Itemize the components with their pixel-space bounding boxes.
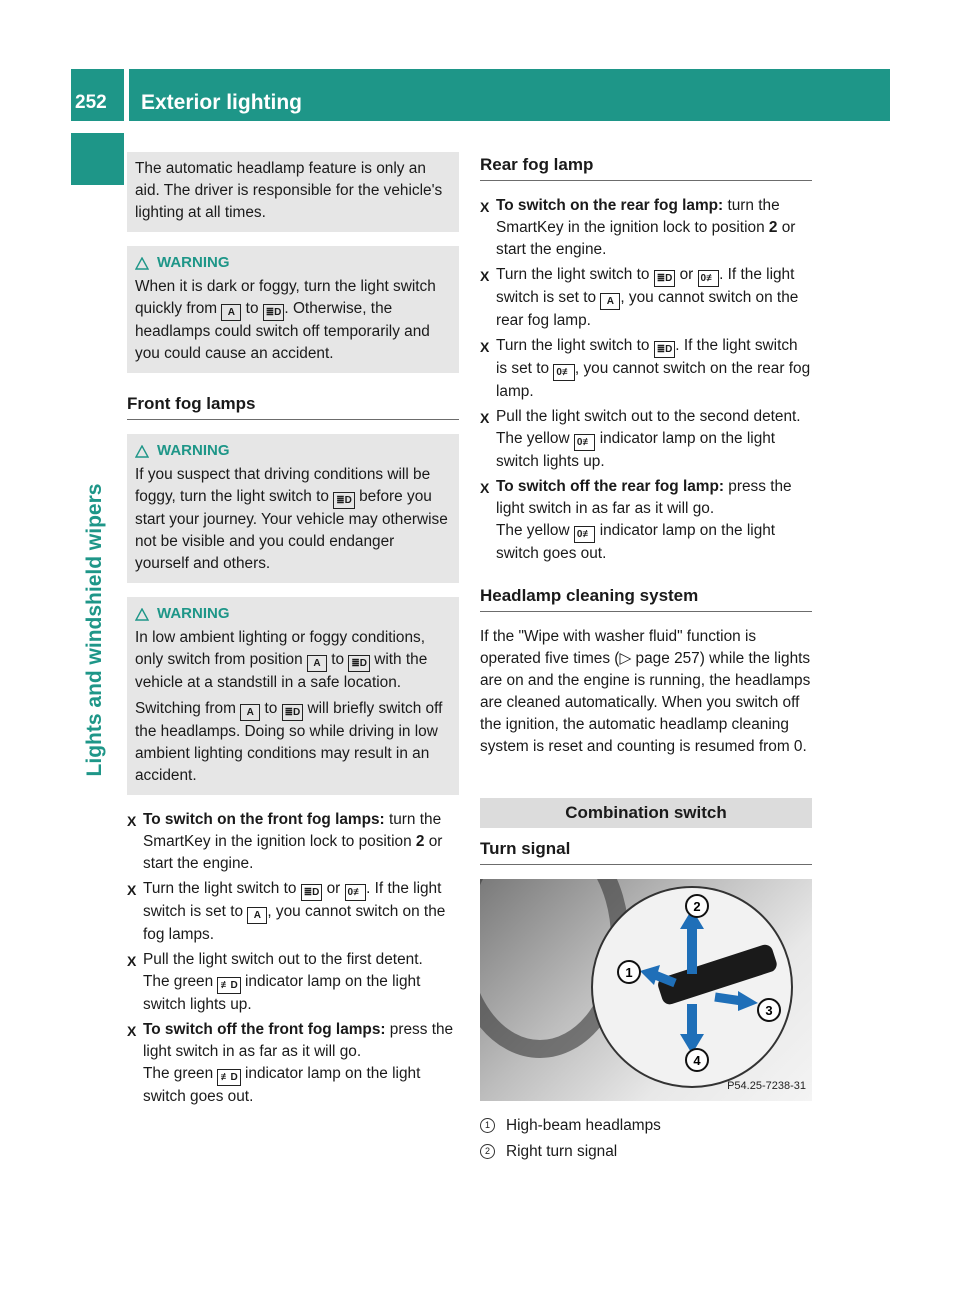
legend-number-icon: 2 <box>480 1144 495 1159</box>
callout-4-icon <box>684 1047 710 1073</box>
cleaning-text: If the "Wipe with washer fluid" function is operated five times (▷ page 257) while the lights are on and the engine is running, the headlamps are cleaned automatically. When you switch off the ignition, the automatic headlamp cleaning system is reset and counting is resumed from 0. <box>480 628 811 755</box>
step-item: X Pull the light switch out to the second detent. The yellow 0≢ indicator lamp on the light switch lights up. <box>480 408 801 470</box>
warning-box-2: WARNING If you suspect that driving conditions will be foggy, turn the light switch to ≣D before you start your journey. Your vehicle may otherwise not be visible and you could endanger yourself and others. <box>127 434 459 583</box>
warning-triangle-icon <box>135 608 149 621</box>
auto-symbol-icon: A <box>600 293 620 310</box>
arrow-step-icon: X <box>480 268 490 284</box>
section-title: Exterior lighting <box>141 91 303 114</box>
section-header <box>129 69 890 121</box>
auto-symbol-icon: A <box>247 907 267 924</box>
combination-switch-figure <box>480 879 812 1101</box>
low-beam-symbol-icon: ≣D <box>333 492 355 509</box>
rear-fog-symbol-icon: 0≢ <box>698 270 720 287</box>
figure-code: P54.25-7238-31 <box>727 1080 806 1092</box>
warning-heading: WARNING <box>135 252 451 274</box>
warning-triangle-icon <box>135 445 149 458</box>
step-item: X To switch off the rear fog lamp: press the light switch in as far as it will go. The yellow 0≢ indicator lamp on the light switch goes out. <box>480 478 792 562</box>
figure-legend <box>480 1115 812 1163</box>
rear-fog-symbol-icon: 0≢ <box>553 364 575 381</box>
arrow-step-icon: X <box>127 882 137 898</box>
auto-symbol-icon: A <box>307 655 327 672</box>
arrow-step-icon: X <box>480 199 490 215</box>
low-beam-symbol-icon: ≣D <box>654 270 676 287</box>
callout-3-icon <box>756 997 782 1023</box>
rear-fog-symbol-icon: 0≢ <box>345 884 367 901</box>
warning-box-1: WARNING When it is dark or foggy, turn the light switch quickly from A to ≣D . Otherwise, the headlamps could switch off temporarily and you could cause an accident. <box>127 246 459 373</box>
warning-heading: WARNING <box>135 440 451 462</box>
legend-item: 1 High-beam headlamps <box>480 1115 812 1137</box>
svg-text:2: 2 <box>693 899 701 914</box>
front-fog-indicator-icon: ≢D <box>217 1069 240 1086</box>
step-item: X Turn the light switch to ≣D or 0≢ . If the light switch is set to A , you cannot switch on the rear fog lamp. <box>480 266 799 329</box>
rear-fog-indicator-icon: 0≢ <box>574 434 596 451</box>
auto-symbol-icon: A <box>240 704 260 721</box>
page-number-block <box>71 69 124 121</box>
low-beam-symbol-icon: ≣D <box>282 704 304 721</box>
step-item: X To switch on the front fog lamps: turn the SmartKey in the ignition lock to position 2 or start the engine. <box>127 811 443 872</box>
left-column <box>127 152 459 1111</box>
callout-2-icon <box>684 893 710 919</box>
arrow-step-icon: X <box>480 339 490 355</box>
step-item: X Turn the light switch to ≣D or 0≢ . If the light switch is set to A , you cannot switch on the fog lamps. <box>127 880 446 943</box>
arrow-step-icon: X <box>127 1023 137 1039</box>
note-text: The automatic headlamp feature is only an aid. The driver is responsible for the vehicle's lighting at all times. <box>135 160 443 221</box>
step-item: X To switch off the front fog lamps: press the light switch in as far as it will go. The green ≢D indicator lamp on the light switch goes out. <box>127 1021 454 1105</box>
cleaning-heading: Headlamp cleaning system <box>480 585 812 612</box>
arrow-step-icon: X <box>127 953 137 969</box>
svg-text:1: 1 <box>625 965 633 980</box>
rear-fog-indicator-icon: 0≢ <box>574 526 596 543</box>
arrow-step-icon: X <box>127 813 137 829</box>
page-reference-link[interactable]: ▷ page 257 <box>619 650 700 667</box>
step-item: X Turn the light switch to ≣D . If the light switch is set to 0≢ , you cannot switch on the rear fog lamp. <box>480 337 811 400</box>
legend-item: 2 Right turn signal <box>480 1141 812 1163</box>
warning-box-3: WARNING In low ambient lighting or foggy conditions, only switch from position A to ≣D with the vehicle at a standstill in a safe location. Switching from A to ≣D will briefly switch off the headlamps. Doing so while driving in low ambient lighting conditions may result in an accident. <box>127 597 459 795</box>
step-item: X Pull the light switch out to the first detent. The green ≢D indicator lamp on the light switch lights up. <box>127 951 423 1013</box>
callout-1-icon <box>616 959 642 985</box>
svg-text:4: 4 <box>693 1053 701 1068</box>
front-fog-indicator-icon: ≢D <box>217 977 240 994</box>
warning-triangle-icon <box>135 257 149 270</box>
low-beam-symbol-icon: ≣D <box>348 655 370 672</box>
combination-switch-heading: Combination switch <box>480 798 812 828</box>
page-number: 252 <box>75 92 107 113</box>
rear-fog-heading: Rear fog lamp <box>480 154 812 181</box>
low-beam-symbol-icon: ≣D <box>301 884 323 901</box>
legend-number-icon: 1 <box>480 1118 495 1133</box>
front-fog-heading: Front fog lamps <box>127 393 459 420</box>
arrow-step-icon: X <box>480 480 490 496</box>
chapter-marker <box>71 133 124 185</box>
step-item: X To switch on the rear fog lamp: turn the SmartKey in the ignition lock to position 2 or start the engine. <box>480 197 796 258</box>
right-column <box>480 152 812 1167</box>
arrow-step-icon: X <box>480 410 490 426</box>
auto-symbol-icon: A <box>221 304 241 321</box>
turn-signal-heading: Turn signal <box>480 838 812 865</box>
note-box <box>127 152 459 232</box>
warning-heading: WARNING <box>135 603 451 625</box>
low-beam-symbol-icon: ≣D <box>263 304 285 321</box>
low-beam-symbol-icon: ≣D <box>654 341 676 358</box>
combination-switch-illustration <box>480 879 812 1101</box>
chapter-title: Lights and windshield wipers <box>83 483 106 777</box>
svg-text:3: 3 <box>765 1003 773 1018</box>
